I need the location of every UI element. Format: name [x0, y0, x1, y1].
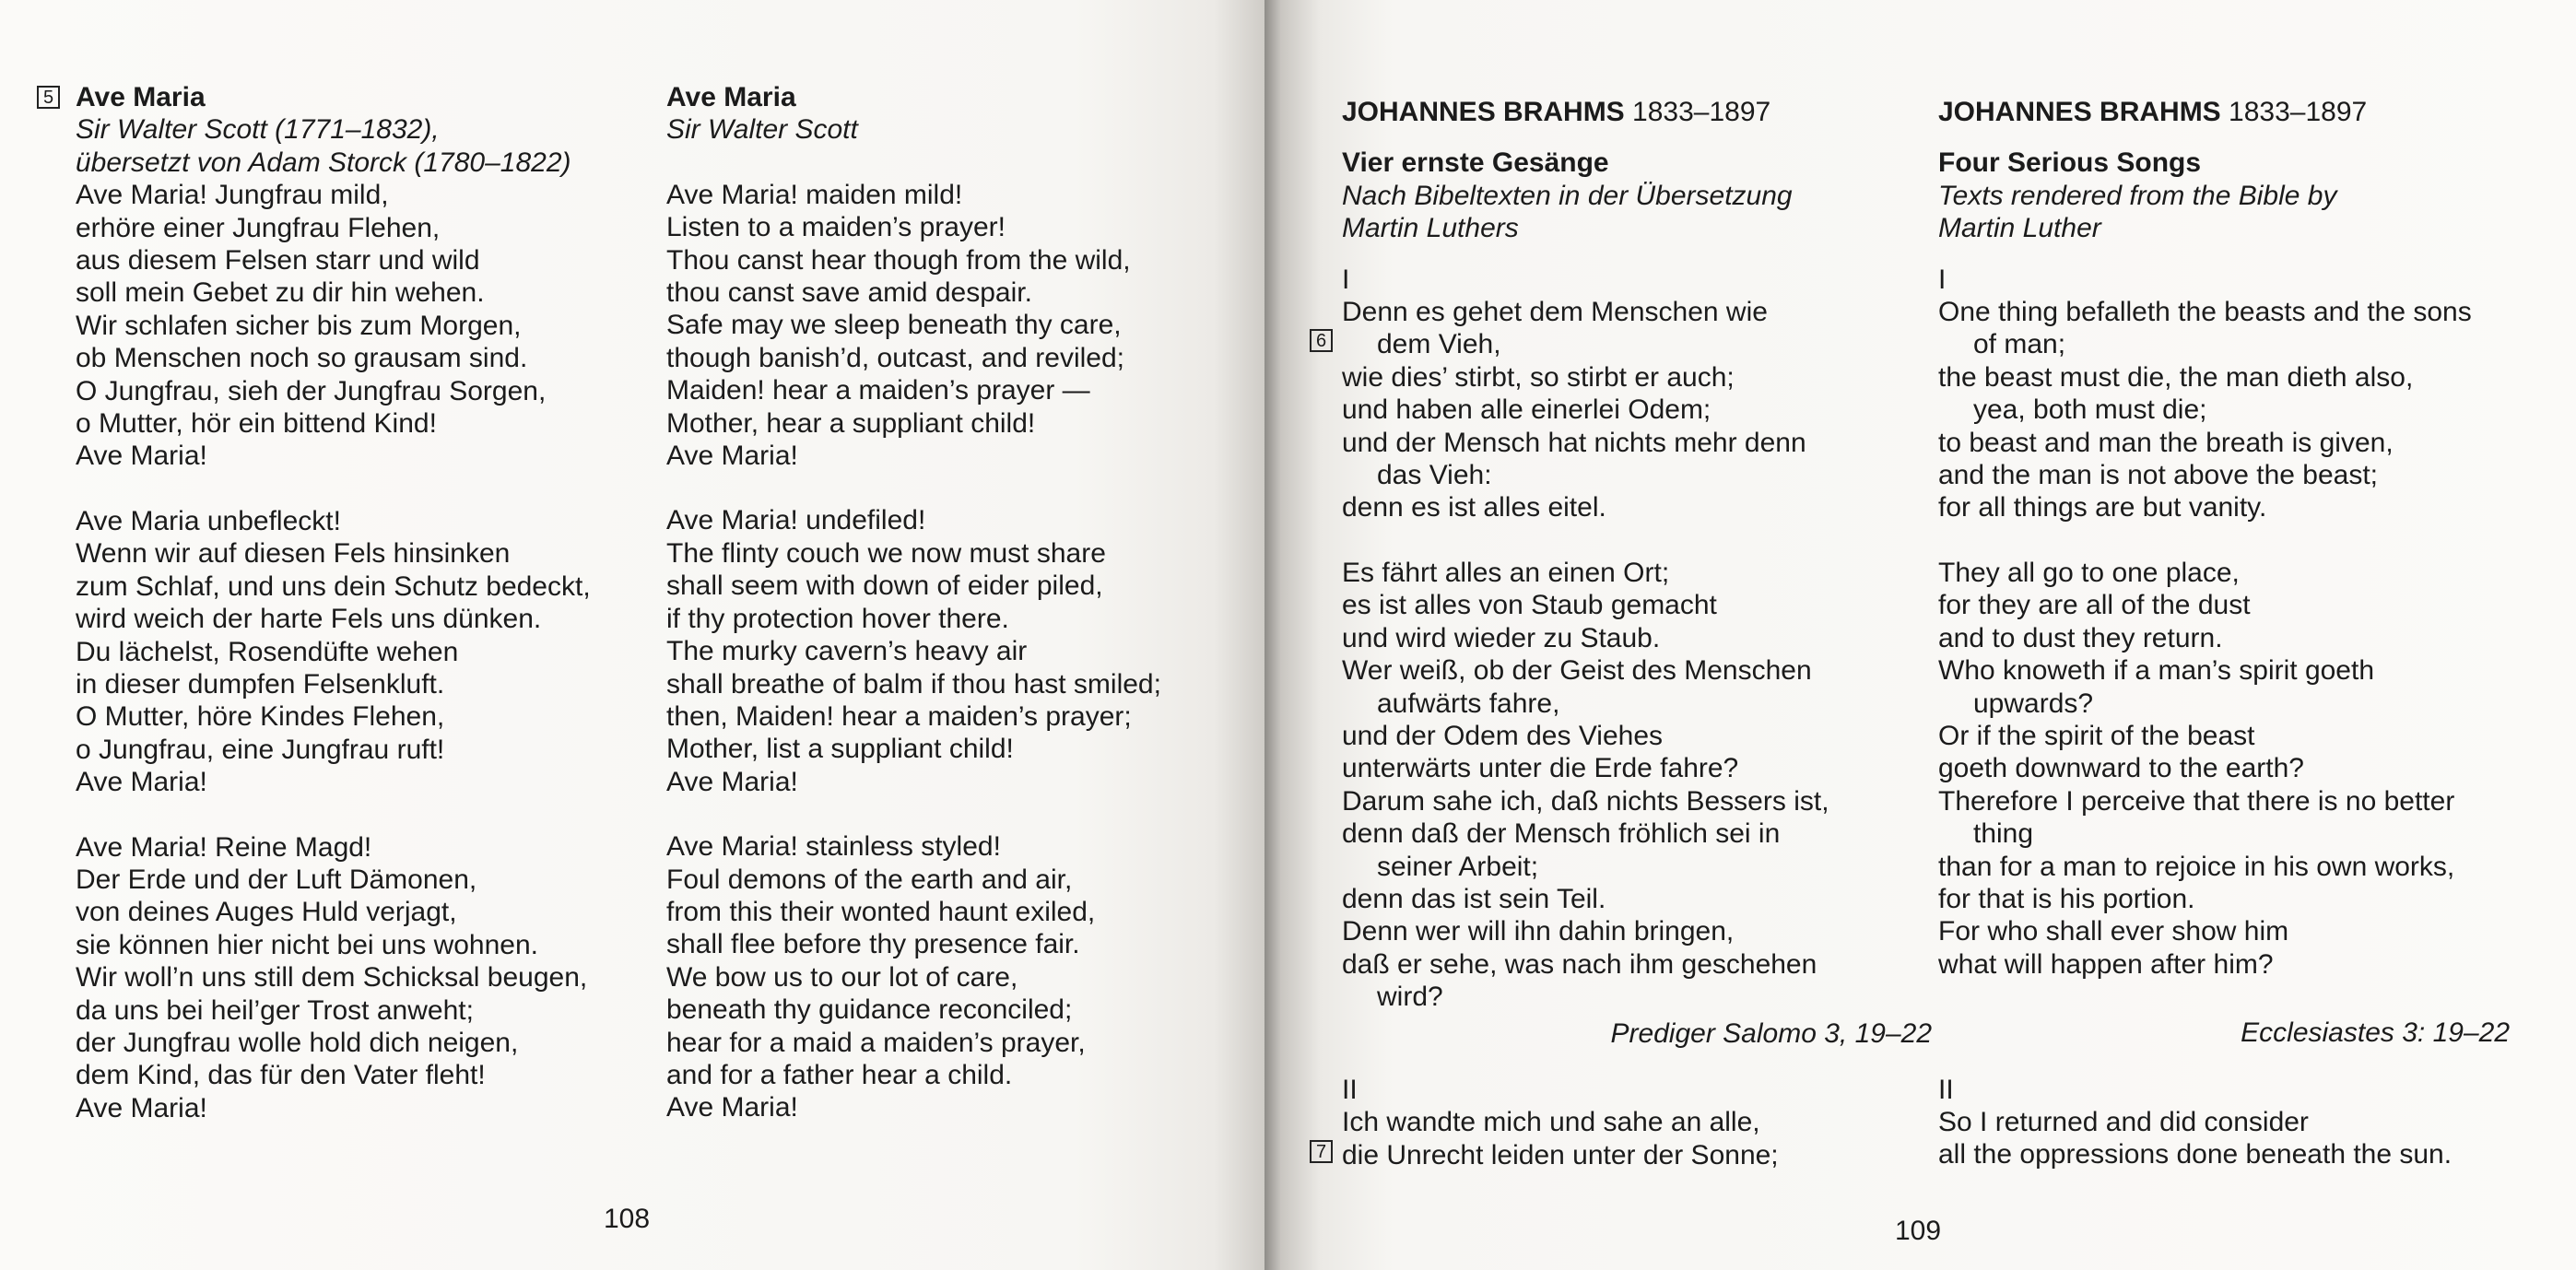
- song-line: and the man is not above the beast;: [1938, 460, 2378, 491]
- composer-heading: [1342, 96, 1876, 128]
- page-number: 109: [1895, 1216, 1942, 1246]
- song-line: daß er sehe, was nach ihm geschehen: [1342, 948, 1817, 980]
- poem-credits: [666, 113, 1238, 146]
- poem-line: wird weich der harte Fels uns dünken.: [76, 604, 542, 635]
- subtitle-line: Texts rendered from the Bible by: [1938, 180, 2337, 211]
- song-line: goeth downward to the earth?: [1938, 753, 2304, 784]
- poem-line: dem Kind, das für den Vater fleht!: [76, 1060, 486, 1091]
- song-line: for that is his portion.: [1938, 883, 2195, 914]
- stanza: [76, 505, 629, 799]
- work-title: Four Serious Songs: [1938, 147, 2202, 179]
- track-number: 6: [1315, 331, 1327, 351]
- poem-line: if thy protection hover there.: [666, 603, 1009, 634]
- credit-line: Sir Walter Scott (1771–1832),: [76, 114, 440, 146]
- scripture-source: Prediger Salomo 3, 19–22: [1610, 1017, 1932, 1049]
- scripture-source: Ecclesiastes 3: 19–22: [2241, 1017, 2510, 1049]
- poem-line: Ave Maria!: [666, 441, 798, 472]
- poem-line: Der Erde und der Luft Dämonen,: [76, 864, 477, 895]
- poem-line: Thou canst hear though from the wild,: [666, 244, 1131, 276]
- track-number-box: [37, 86, 60, 109]
- poem-line: Mother, hear a suppliant child!: [666, 407, 1036, 439]
- composer-name: JOHANNES BRAHMS: [1342, 97, 1625, 127]
- poem-line: shall seem with down of eider piled,: [666, 570, 1103, 602]
- track-number: 7: [1315, 1142, 1327, 1162]
- song-line: the beast must die, the man dieth also,: [1938, 361, 2414, 393]
- poem-line: Ave Maria! Jungfrau mild,: [76, 180, 389, 211]
- poem-line: beneath thy guidance reconciled;: [666, 994, 1073, 1026]
- stanza: [666, 179, 1238, 473]
- song-line: die Unrecht leiden unter der Sonne;: [1342, 1139, 1779, 1170]
- song-numeral: I: [1938, 264, 1947, 295]
- poem-line: Ave Maria!: [76, 1092, 207, 1123]
- song-line: what will happen after him?: [1938, 948, 2274, 980]
- german-poem-column: [76, 81, 629, 1124]
- poem-line: da uns bei heil’ger Trost anweht;: [76, 994, 474, 1026]
- song-line: und der Odem des Viehes: [1342, 720, 1664, 751]
- poem-line: Ave Maria! undefiled!: [666, 505, 926, 536]
- song-line: denn das ist sein Teil.: [1342, 883, 1606, 914]
- song-line: Who knoweth if a man’s spirit goeth: [1938, 655, 2375, 687]
- song-line: Denn wer will ihn dahin bringen,: [1342, 916, 1735, 947]
- track-number: 5: [42, 88, 54, 108]
- song-line: aufwärts fahre,: [1377, 688, 1560, 719]
- song-line: dem Vieh,: [1377, 329, 1501, 360]
- poem-line: and for a father hear a child.: [666, 1059, 1013, 1090]
- german-song-column: [1342, 96, 1932, 1171]
- poem-stanzas: [76, 179, 629, 1124]
- poem-line: then, Maiden! hear a maiden’s prayer;: [666, 700, 1132, 732]
- song-line: das Vieh:: [1377, 460, 1492, 491]
- poem-line: sie können hier nicht bei uns wohnen.: [76, 929, 539, 960]
- poem-line: though banish’d, outcast, and reviled;: [666, 342, 1125, 373]
- song-numeral: I: [1342, 264, 1350, 295]
- subtitle-line: Martin Luthers: [1342, 213, 1519, 244]
- song-line: One thing befalleth the beasts and the sons: [1938, 297, 2472, 328]
- work-subtitle: [1938, 180, 2528, 245]
- song-line: Denn es gehet dem Menschen wie: [1342, 297, 1768, 328]
- work-subtitle: [1342, 180, 1876, 245]
- subtitle-line: Nach Bibeltexten in der Übersetzung: [1342, 180, 1793, 211]
- poem-line: Wir woll’n uns still dem Schicksal beugen,: [76, 962, 588, 994]
- poem-stanzas: [666, 179, 1238, 1124]
- song-line: unterwärts unter die Erde fahre?: [1342, 753, 1739, 784]
- stanza: [666, 504, 1238, 798]
- work-title: Vier ernste Gesänge: [1342, 147, 1609, 179]
- stanza: [666, 830, 1238, 1124]
- song-lines: [1938, 296, 2528, 981]
- poem-line: soll mein Gebet zu dir hin wehen.: [76, 277, 485, 309]
- poem-line: shall breathe of balm if thou hast smiled;: [666, 668, 1161, 700]
- stanza: [76, 831, 629, 1125]
- poem-line: Maiden! hear a maiden’s prayer —: [666, 375, 1090, 406]
- poem-line: aus diesem Felsen starr und wild: [76, 245, 480, 276]
- right-page: [1264, 0, 2576, 1270]
- poem-line: shall flee before thy presence fair.: [666, 929, 1080, 960]
- song-line: und haben alle einerlei Odem;: [1342, 394, 1711, 426]
- poem-line: Foul demons of the earth and air,: [666, 864, 1073, 895]
- song-line: all the oppressions done beneath the sun.: [1938, 1139, 2452, 1170]
- left-page: [0, 0, 1264, 1270]
- poem-line: from this their wonted haunt exiled,: [666, 896, 1096, 927]
- poem-line: Ave Maria unbefleckt!: [76, 505, 341, 536]
- poem-line: Ave Maria!: [666, 766, 798, 797]
- song-line: es ist alles von Staub gemacht: [1342, 590, 1717, 621]
- song-line: und wird wieder zu Staub.: [1342, 622, 1661, 653]
- song-line: Darum sahe ich, daß nichts Bessers ist,: [1342, 785, 1829, 817]
- english-poem-column: [666, 81, 1238, 1124]
- song-line: Wer weiß, ob der Geist des Menschen: [1342, 655, 1812, 687]
- poem-line: Du lächelst, Rosendüfte wehen: [76, 636, 459, 667]
- poem-credits: [76, 113, 629, 179]
- song-line: denn daß der Mensch fröhlich sei in: [1342, 818, 1781, 850]
- stanza: [76, 179, 629, 473]
- poem-line: o Jungfrau, eine Jungfrau ruft!: [76, 734, 445, 765]
- subtitle-line: Martin Luther: [1938, 213, 2101, 244]
- poem-line: Ave Maria!: [76, 767, 207, 798]
- poem-line: Ave Maria! stainless styled!: [666, 831, 1001, 863]
- poem-line: Wir schlafen sicher bis zum Morgen,: [76, 310, 522, 341]
- poem-line: hear for a maid a maiden’s prayer,: [666, 1027, 1086, 1058]
- song-line: denn es ist alles eitel.: [1342, 492, 1606, 523]
- poem-line: erhöre einer Jungfrau Flehen,: [76, 212, 441, 243]
- poem-line: o Mutter, hör ein bittend Kind!: [76, 408, 437, 440]
- poem-title: Ave Maria: [666, 82, 796, 112]
- poem-line: Ave Maria! Reine Magd!: [76, 831, 372, 863]
- poem-line: The murky cavern’s heavy air: [666, 636, 1028, 667]
- english-song-column: [1938, 96, 2528, 1171]
- poem-line: von deines Auges Huld verjagt,: [76, 897, 457, 928]
- poem-line: Listen to a maiden’s prayer!: [666, 212, 1006, 243]
- song-line: Or if the spirit of the beast: [1938, 720, 2255, 751]
- track-number-box: [1310, 329, 1333, 352]
- composer-heading: [1938, 96, 2528, 128]
- page-number: 108: [604, 1204, 651, 1234]
- song-lines: [1342, 296, 1876, 1014]
- poem-line: O Jungfrau, sieh der Jungfrau Sorgen,: [76, 375, 547, 406]
- composer-dates: 1833–1897: [1632, 97, 1771, 127]
- song-lines: [1938, 1106, 2528, 1171]
- poem-line: Ave Maria!: [666, 1092, 798, 1123]
- poem-line: The flinty couch we now must share: [666, 537, 1106, 569]
- song-line: yea, both must die;: [1973, 394, 2207, 426]
- credit-line: Sir Walter Scott: [666, 114, 858, 146]
- poem-line: Wenn wir auf diesen Fels hinsinken: [76, 538, 511, 570]
- song-line: for they are all of the dust: [1938, 590, 2251, 621]
- song-line: for all things are but vanity.: [1938, 492, 2267, 523]
- song-line: and to dust they return.: [1938, 622, 2223, 653]
- song-line: thing: [1973, 818, 2034, 850]
- song-numeral: II: [1938, 1074, 1954, 1105]
- poem-line: O Mutter, höre Kindes Flehen,: [76, 701, 445, 733]
- song-line: They all go to one place,: [1938, 557, 2240, 588]
- poem-line: Mother, list a suppliant child!: [666, 734, 1014, 765]
- poem-line: zum Schlaf, und uns dein Schutz bedeckt,: [76, 570, 591, 602]
- poem-title: Ave Maria: [76, 82, 206, 112]
- poem-line: ob Menschen noch so grausam sind.: [76, 343, 528, 374]
- song-line: und der Mensch hat nichts mehr denn: [1342, 427, 1806, 458]
- poem-line: der Jungfrau wolle hold dich neigen,: [76, 1027, 519, 1058]
- poem-line: Ave Maria!: [76, 441, 207, 472]
- composer-dates: 1833–1897: [2229, 97, 2368, 127]
- song-line: than for a man to rejoice in his own works,: [1938, 851, 2455, 882]
- poem-line: Ave Maria! maiden mild!: [666, 179, 963, 210]
- song-line: Es fährt alles an einen Ort;: [1342, 557, 1670, 588]
- poem-line: Safe may we sleep beneath thy care,: [666, 310, 1122, 341]
- track-number-box: [1310, 1140, 1333, 1163]
- song-line: So I returned and did consider: [1938, 1106, 2309, 1137]
- song-numeral: II: [1342, 1074, 1358, 1105]
- song-line: wird?: [1377, 982, 1443, 1013]
- poem-line: thou canst save amid despair.: [666, 277, 1032, 309]
- song-line: Ich wandte mich und sahe an alle,: [1342, 1107, 1760, 1138]
- song-line: wie dies’ stirbt, so stirbt er auch;: [1342, 361, 1735, 393]
- composer-name: JOHANNES BRAHMS: [1938, 97, 2221, 127]
- song-line: to beast and man the breath is given,: [1938, 427, 2394, 458]
- song-line: Therefore I perceive that there is no better: [1938, 785, 2455, 817]
- song-line: For who shall ever show him: [1938, 916, 2289, 947]
- poem-line: in dieser dumpfen Felsenkluft.: [76, 668, 445, 700]
- song-line: of man;: [1973, 329, 2066, 360]
- song-lines: [1342, 1106, 1876, 1171]
- credit-line: übersetzt von Adam Storck (1780–1822): [76, 147, 571, 178]
- poem-line: We bow us to our lot of care,: [666, 961, 1018, 993]
- song-line: seiner Arbeit;: [1377, 851, 1539, 882]
- song-line: upwards?: [1973, 688, 2094, 719]
